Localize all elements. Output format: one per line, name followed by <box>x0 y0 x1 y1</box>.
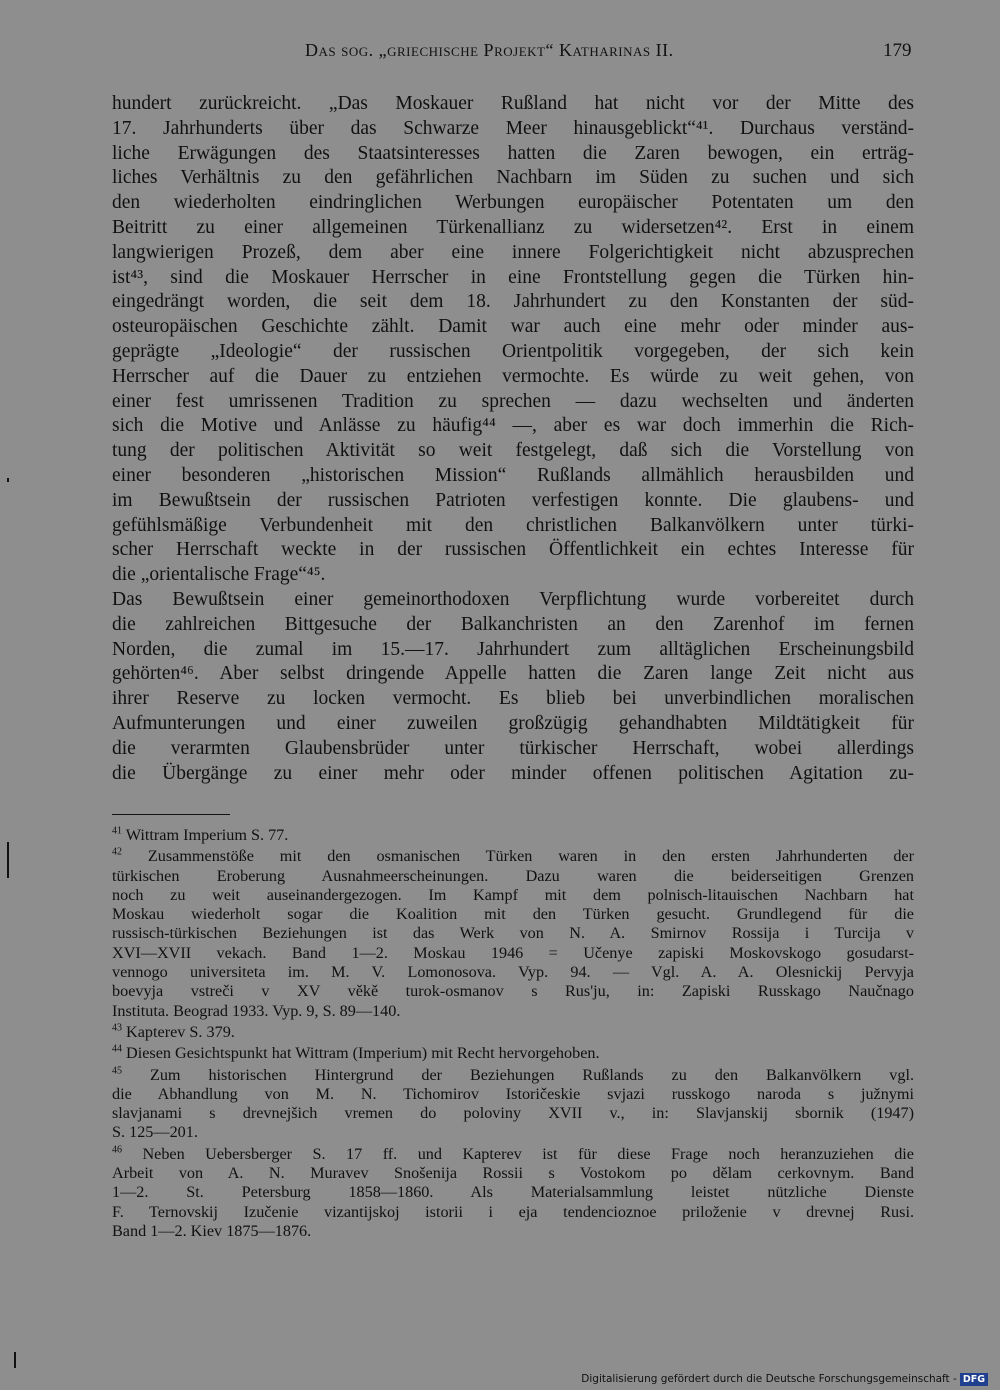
body-line: gehörten⁴⁶. Aber selbst dringende Appelle hatten die Zaren lange Zeit nicht aus <box>112 663 914 685</box>
body-line: osteuropäischen Geschichte zählt. Damit war auch eine mehr oder minder aus- <box>112 316 914 338</box>
footnote-text: Diesen Gesichtspunkt hat Wittram (Imperium) mit Recht hervorgehoben. <box>126 1044 600 1063</box>
footnote-45 <box>112 1066 914 1143</box>
body-line: ihrer Reserve zu locken vermocht. Es blieb bei unverbindlichen moralischen <box>112 688 914 710</box>
footnote-divider <box>112 814 230 815</box>
footnote-line <box>112 1066 914 1085</box>
footnote-text: boevyja vstreči v XV věkě turok-osmanov s Rus'ju, in: Zapiski Russkago Naučnago <box>112 982 914 1001</box>
footnote-text: Kapterev S. 379. <box>126 1022 235 1041</box>
footnote-text: Zusammenstöße mit den osmanischen Türken waren in den ersten Jahrhunderten der <box>147 847 914 866</box>
body-line: die Übergänge zu einer mehr oder minder offenen politischen Agitation zu- <box>112 762 914 784</box>
footnote-number: 44 <box>112 1043 122 1055</box>
digitization-footer <box>581 1372 988 1386</box>
footnote-line <box>112 1002 914 1021</box>
footnote-text: die Abhandlung von M. N. Tichomirov Istoričeskie svjazi russkogo naroda s južnymi <box>112 1084 914 1103</box>
body-line: 17. Jahrhunderts über das Schwarze Meer hinausgeblickt“⁴¹. Durchaus verständ- <box>112 117 914 139</box>
footnote-text: XVI—XVII vekach. Band 1—2. Moskau 1946 = Učenye zapiski Moskovskogo gosudarst- <box>112 943 914 962</box>
body-line: den wiederholten eindringlichen Werbungen europäischer Potentaten um den <box>112 192 914 214</box>
footnote-line <box>112 886 914 905</box>
footnote-43 <box>112 1023 914 1042</box>
footnote-46 <box>112 1145 914 1241</box>
body-line: sich die Motive und Anlässe zu häufig⁴⁴ —, aber es war doch immerhin die Rich- <box>112 415 914 437</box>
footnote-line <box>112 982 914 1001</box>
body-line: Aufmunterungen und einer zuweilen großzügig gehandhabten Mildtätigkeit für <box>112 712 914 734</box>
body-line: liche Erwägungen des Staatsinteresses hatten die Zaren bewogen, ein erträg- <box>112 142 914 164</box>
scan-mark-left-dot <box>7 478 9 482</box>
body-line: liches Verhältnis zu den gefährlichen Nachbarn im Süden zu suchen und sich <box>112 167 914 189</box>
footnote-text: F. Ternovskij Izučenie vizantijskoj istorii i eja tendencioznoe priloženie v drevnej Rusi. <box>112 1202 914 1221</box>
running-head <box>0 40 1000 70</box>
body-line: geprägte „Ideologie“ der russischen Orientpolitik vorgegeben, der sich kein <box>112 340 914 362</box>
body-line: Das Bewußtsein einer gemeinorthodoxen Verpflichtung wurde vorbereitet durch <box>112 588 914 610</box>
body-line: Beitritt zu einer allgemeinen Türkenallianz zu widersetzen⁴². Erst in einem <box>112 216 914 238</box>
footnote-text: Neben Uebersberger S. 17 ff. und Kapterev ist für diese Frage noch heranzuziehen die <box>142 1144 914 1163</box>
footnote-text: Wittram Imperium S. 77. <box>125 826 289 844</box>
digitization-note: Digitalisierung gefördert durch die Deutsche Forschungsgemeinschaft - <box>581 1373 957 1385</box>
footnote-text: vennogo universiteta im. M. V. Lomonosova. Vyp. 94. — Vgl. A. A. Olesnickij Pervyja <box>112 963 914 982</box>
footnote-line <box>112 1023 914 1042</box>
footnote-text: Moskau wiederholt sogar die Koalition mit den Türken gesucht. Grundlegend für die <box>112 905 914 924</box>
footnote-line <box>112 963 914 982</box>
footnote-text: Zum historischen Hintergrund der Beziehungen Rußlands zu den Balkanvölkern vgl. <box>149 1065 914 1084</box>
body-line: einer fest umrissenen Tradition zu sprechen — dazu wechselten und änderten <box>112 390 914 412</box>
footnote-text: Instituta. Beograd 1933. Vyp. 9, S. 89—140. <box>112 1001 401 1020</box>
body-line: ist⁴³, sind die Moskauer Herrscher in eine Frontstellung gegen die Türken hin- <box>112 266 914 288</box>
running-title: Das sog. „griechische Projekt“ Katharinas II. <box>305 40 674 60</box>
scan-mark-left-lower <box>14 1352 16 1368</box>
body-line: Herrscher auf die Dauer zu entziehen vermochte. Es würde zu weit gehen, von <box>112 365 914 387</box>
footnote-number: 46 <box>112 1144 122 1156</box>
footnotes <box>112 826 914 1243</box>
footnote-text: slavjanami s drevnejšich vremen do poloviny XVII v., in: Slavjanskij sbornik (1947) <box>112 1104 914 1123</box>
body-line: im Bewußtsein der russischen Patrioten verfestigen konnte. Die glaubens- und <box>112 489 914 511</box>
footnote-line <box>112 1183 914 1202</box>
footnote-text: türkischen Eroberung Ausnahmeerscheinungen. Dazu waren die beiderseitigen Grenzen <box>112 866 914 885</box>
footnote-line <box>112 1044 914 1063</box>
body-line: einer besonderen „historischen Mission“ Rußlands allmählich herausbilden und <box>112 464 914 486</box>
footnote-text: Arbeit von A. N. Muravev Snošenija Rossii s Vostokom po dělam cerkovnym. Band <box>112 1164 914 1183</box>
body-line: hundert zurückreicht. „Das Moskauer Rußland hat nicht vor der Mitte des <box>112 93 914 114</box>
footnote-line <box>112 924 914 943</box>
footnote-line <box>112 1203 914 1222</box>
footnote-number: 41 <box>112 825 122 837</box>
footnote-line <box>112 1085 914 1104</box>
body-line: gefühlsmäßige Verbundenheit mit den christlichen Balkanvölkern unter türki- <box>112 514 914 536</box>
footnote-line <box>112 1104 914 1123</box>
body-line: tung der politischen Aktivität so weit festgelegt, daß sich die Vorstellung von <box>112 440 914 462</box>
body-line: die verarmten Glaubensbrüder unter türkischer Herrschaft, wobei allerdings <box>112 737 914 759</box>
body-text <box>112 92 914 786</box>
footnote-line <box>112 1145 914 1164</box>
body-line: die „orientalische Frage“⁴⁵. <box>112 564 326 586</box>
footnote-text: russisch-türkischen Beziehungen ist das Werk von N. A. Smirnov Rossija i Turcija v <box>112 924 914 943</box>
footnote-number: 42 <box>112 846 122 858</box>
footnote-line <box>112 905 914 924</box>
footnote-line <box>112 826 914 845</box>
footnote-text: 1—2. St. Petersburg 1858—1860. Als Materialsammlung leistet nützliche Dienste <box>112 1183 914 1202</box>
footnote-line <box>112 944 914 963</box>
body-line: die zahlreichen Bittgesuche der Balkanchristen an den Zarenhof im fernen <box>112 613 914 635</box>
body-line: scher Herrschaft weckte in der russischen Öffentlichkeit ein echtes Interesse für <box>112 539 914 561</box>
footnote-text: S. 125—201. <box>112 1123 198 1142</box>
footnote-41 <box>112 826 914 845</box>
page-number: 179 <box>883 40 912 61</box>
footnote-line <box>112 867 914 886</box>
body-line: eingedrängt worden, die seit dem 18. Jahrhundert zu den Konstanten der süd- <box>112 291 914 313</box>
scan-mark-left-upper <box>7 842 9 878</box>
body-line: Norden, die zumal im 15.—17. Jahrhundert zum alltäglichen Erscheinungsbild <box>112 638 914 660</box>
footnote-44 <box>112 1044 914 1063</box>
footnote-text: Band 1—2. Kiev 1875—1876. <box>112 1221 312 1240</box>
footnote-number: 45 <box>112 1065 122 1077</box>
footnote-line <box>112 1222 914 1241</box>
body-line: langwierigen Prozeß, dem aber eine innere Folgerichtigkeit nicht abzusprechen <box>112 241 914 263</box>
footnote-number: 43 <box>112 1022 122 1034</box>
footnote-line <box>112 847 914 866</box>
footnote-42 <box>112 847 914 1021</box>
footnote-line <box>112 1123 914 1142</box>
footnote-line <box>112 1164 914 1183</box>
dfg-logo: DFG <box>960 1373 988 1386</box>
footnote-text: noch zu weit auseinandergezogen. Im Kampf mit dem polnisch-litauischen Nachbarn hat <box>112 885 914 904</box>
